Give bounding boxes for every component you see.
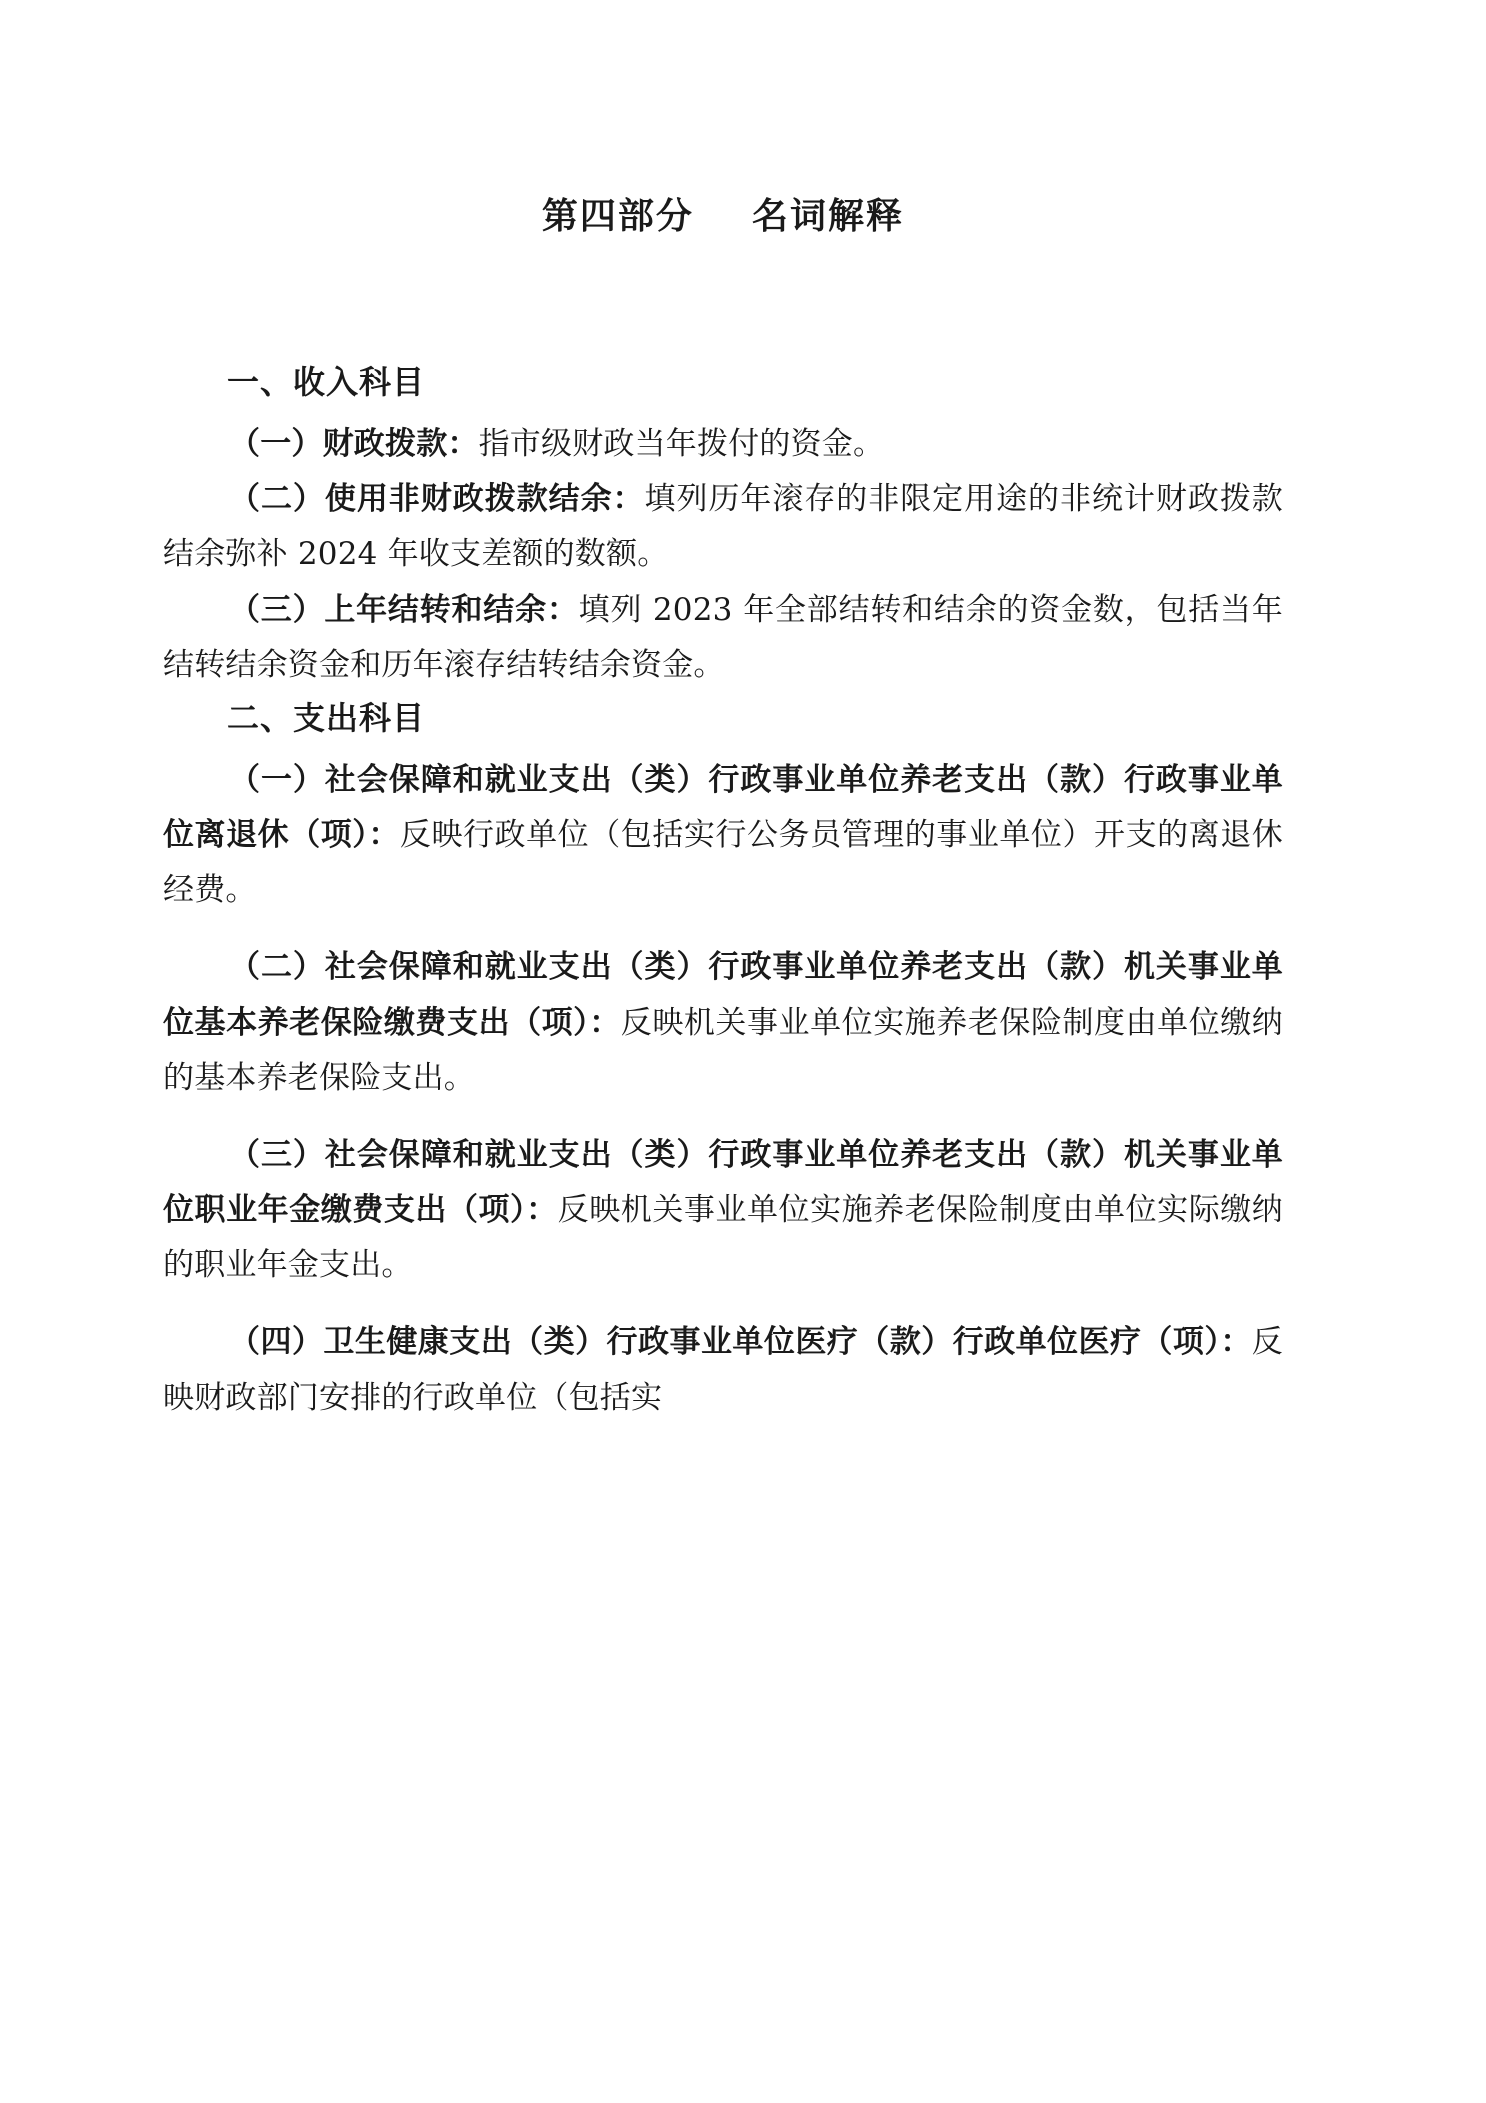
- paragraph-lead: （一）社会保障和就业支出（类）行政事业单位养老支出（款）行政事业单位离退休（项）：: [163, 761, 1283, 854]
- paragraph-expenditure-4: [163, 1315, 1283, 1425]
- paragraph-expenditure-2: [163, 940, 1283, 1106]
- paragraph-lead: （二）社会保障和就业支出（类）行政事业单位养老支出（款）机关事业单位基本养老保险缴费支出（项）：: [163, 949, 1283, 1041]
- page-title: 第四部分 名词解释: [541, 195, 905, 237]
- paragraph-income-1: [163, 417, 1283, 472]
- paragraph-body: 反映机关事业单位实施养老保险制度由单位实际缴纳的职业年金支出。: [163, 1192, 1283, 1284]
- section-heading-income: 一、收入科目: [227, 363, 426, 401]
- section-heading-expenditure: 二、支出科目: [227, 698, 426, 737]
- paragraph-lead: （二）使用非财政拨款结余：: [229, 481, 645, 518]
- paragraph-income-2: [163, 472, 1283, 582]
- paragraph-lead: （四）卫生健康支出（类）行政事业单位医疗（款）行政单位医疗（项）：: [229, 1324, 1252, 1361]
- paragraph-body: 填列历年滚存的非限定用途的非统计财政拨款结余弥补 2024 年收支差额的数额。: [163, 481, 1283, 573]
- paragraph-lead: （三）社会保障和就业支出（类）行政事业单位养老支出（款）机关事业单位职业年金缴费支出（项）：: [163, 1136, 1283, 1229]
- spacer: [163, 1106, 1283, 1128]
- spacer: [163, 403, 1283, 417]
- paragraph-lead: （一）财政拨款：: [229, 426, 479, 462]
- document-body: [163, 0, 1283, 1426]
- paragraph-body: 填列 2023 年全部结转和结余的资金数，包括当年结转结余资金和历年滚存结转结余资金。: [163, 591, 1283, 683]
- paragraph-income-3: [163, 583, 1283, 693]
- paragraph-body: 反映机关事业单位实施养老保险制度由单位缴纳的基本养老保险支出。: [163, 1004, 1284, 1096]
- paragraph-expenditure-3: [163, 1128, 1283, 1294]
- spacer: [163, 739, 1283, 753]
- title-spacer: [163, 239, 1283, 357]
- paragraph-body: 指市级财政当年拨付的资金。: [478, 426, 885, 462]
- paragraph-body: 反映行政单位（包括实行公务员管理的事业单位）开支的离退休经费。: [163, 817, 1283, 909]
- spacer: [163, 1293, 1283, 1315]
- spacer: [163, 918, 1283, 940]
- paragraph-lead: （三）上年结转和结余：: [229, 591, 579, 628]
- paragraph-body: 反映财政部门安排的行政单位（包括实: [163, 1324, 1283, 1416]
- paragraph-expenditure-1: [163, 753, 1283, 919]
